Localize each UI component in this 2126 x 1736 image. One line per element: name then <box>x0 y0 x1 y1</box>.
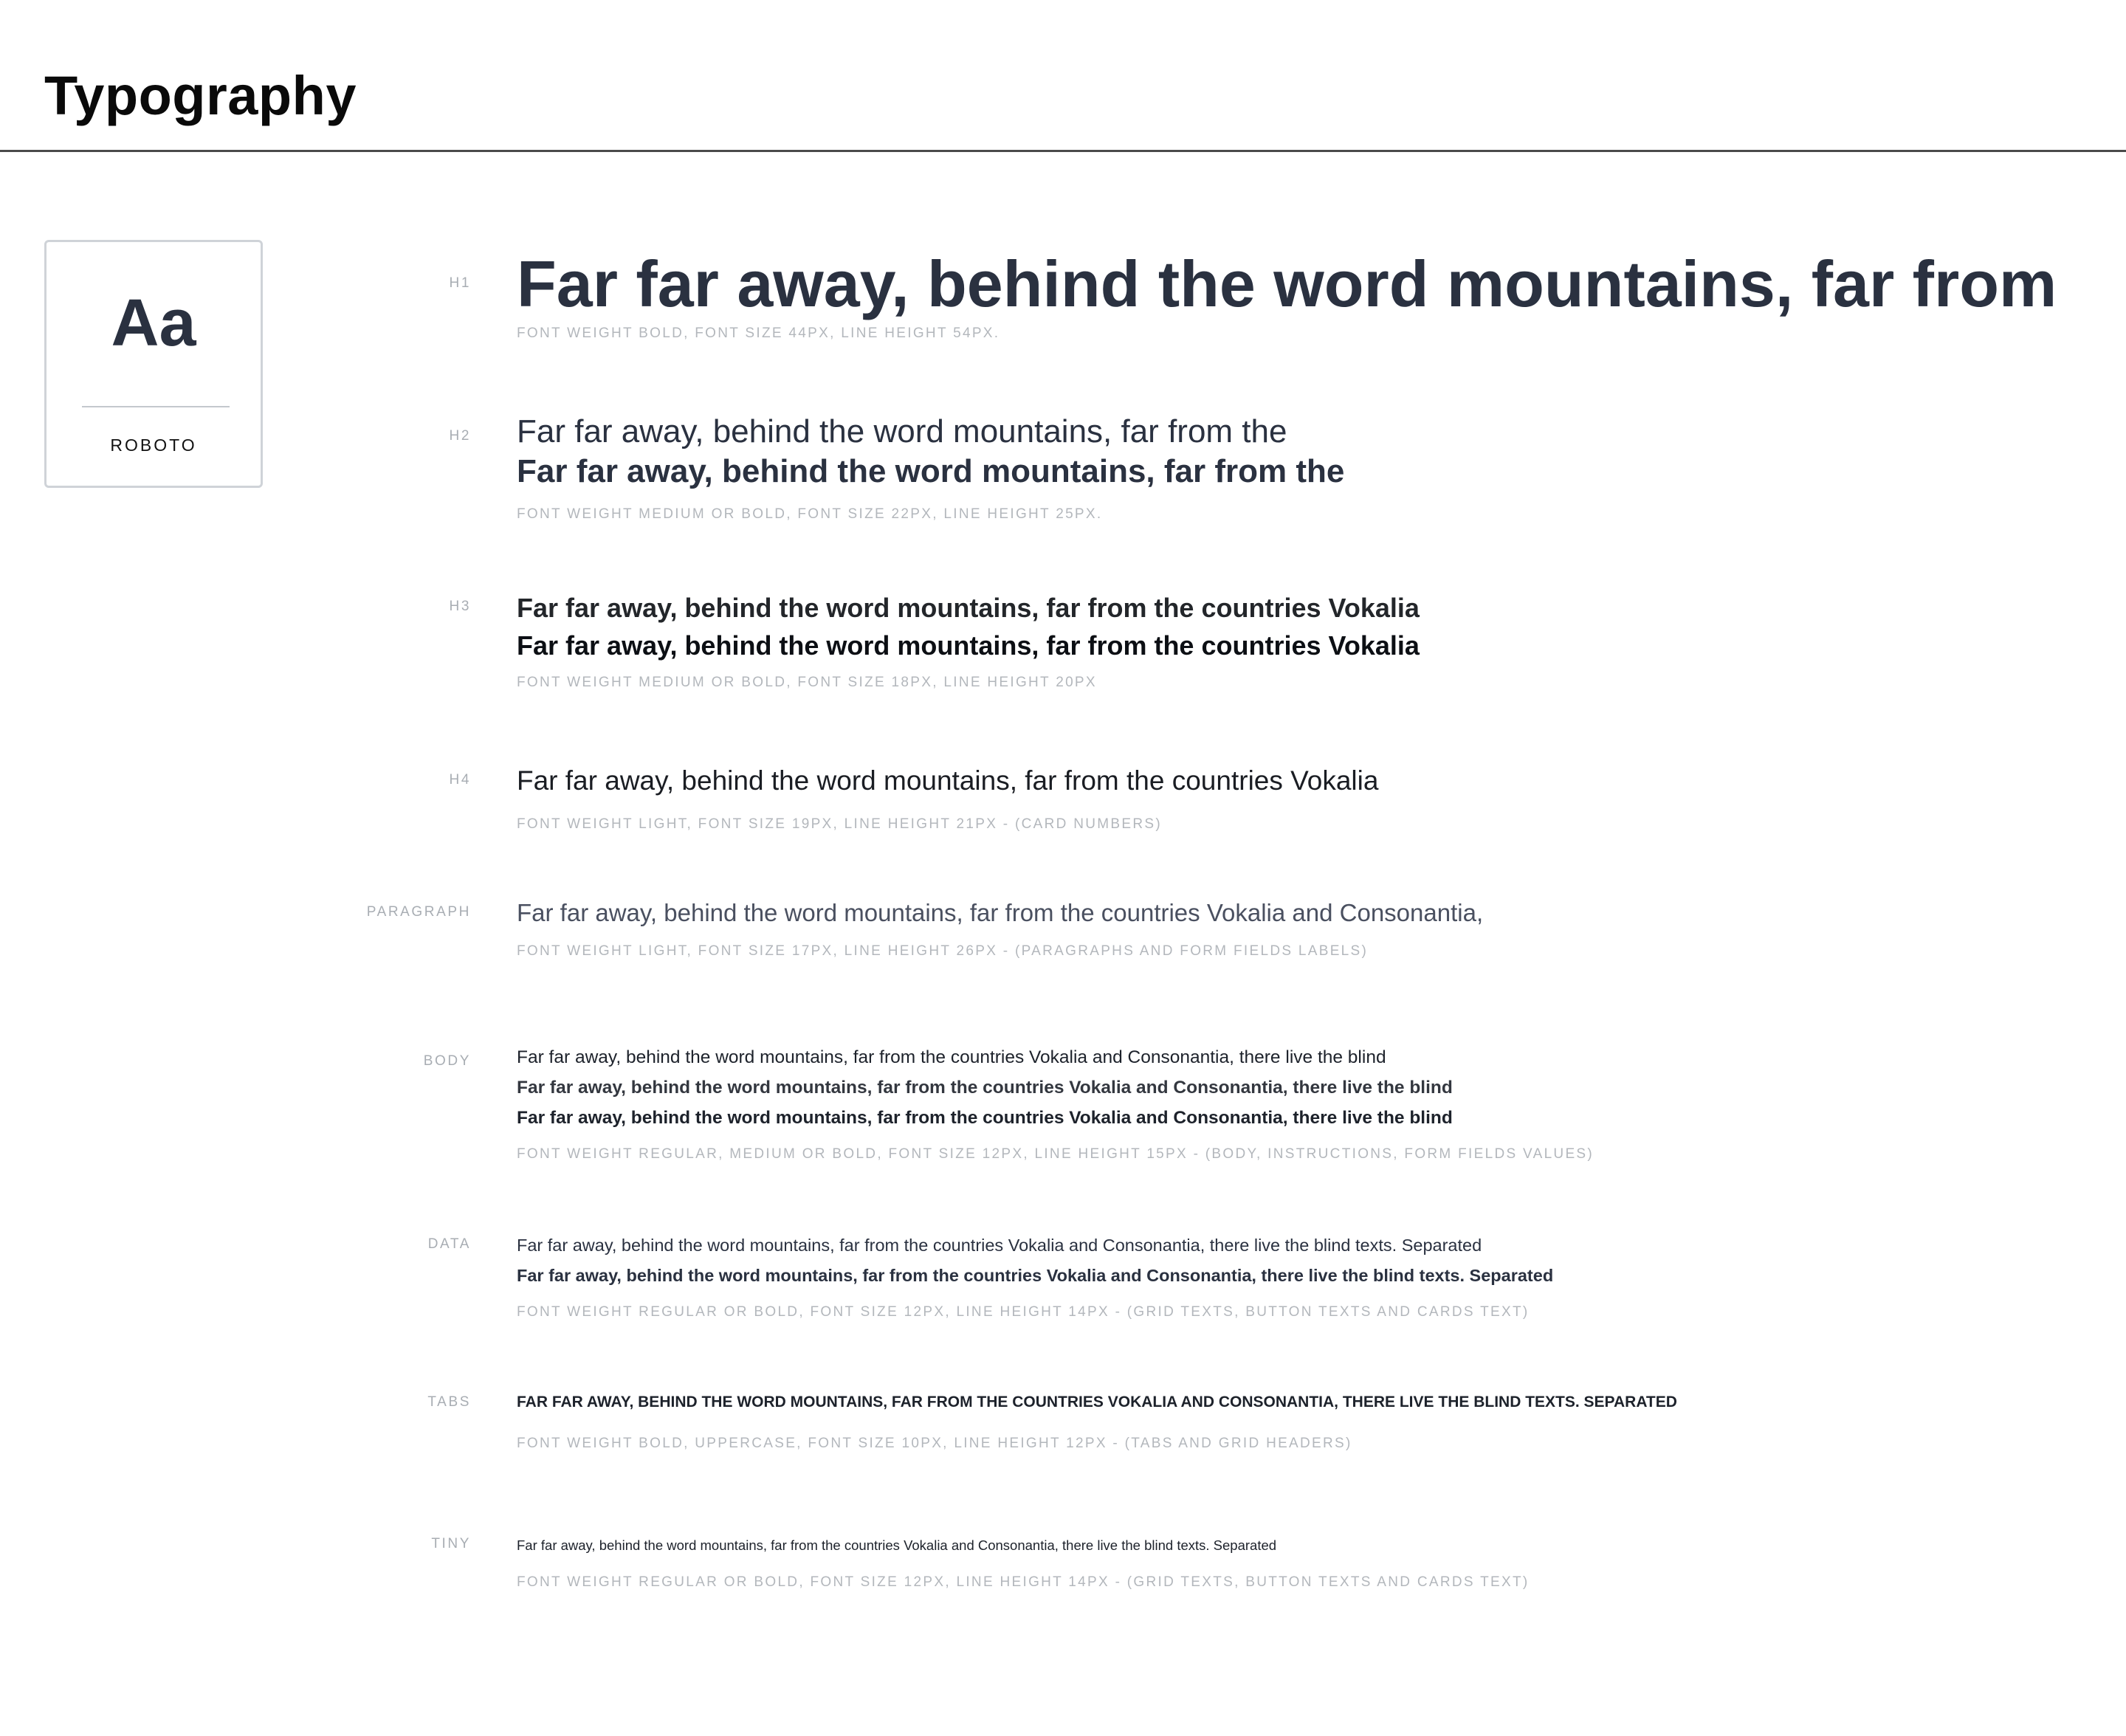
font-sample-glyphs: Aa <box>111 286 196 360</box>
sample-line-bold: Far far away, behind the word mountains, far from the <box>517 453 1345 489</box>
style-samples <box>517 589 1420 691</box>
sample-line-regular: Far far away, behind the word mountains, far from the countries Vokalia and Consonantia, there live the blind <box>517 1047 1386 1067</box>
sample-line-bold: Far far away, behind the word mountains, far from <box>517 247 2057 320</box>
sample-line-bold: Far far away, behind the word mountains, far from the countries Vokalia and Consonantia, there live the blind <box>517 1108 1453 1128</box>
style-label: H1 <box>449 275 471 291</box>
style-samples <box>517 765 1378 833</box>
style-label: PARAGRAPH <box>366 904 471 920</box>
style-spec: FONT WEIGHT MEDIUM OR BOLD, FONT SIZE 22PX, LINE HEIGHT 25PX. <box>517 506 1103 522</box>
page-title: Typography <box>44 65 357 126</box>
sample-line-regular: Far far away, behind the word mountains, far from the countries Vokalia and Consonantia, there live the blind texts. Separated <box>517 1236 1482 1255</box>
style-samples <box>517 1230 1553 1320</box>
style-spec: FONT WEIGHT REGULAR, MEDIUM OR BOLD, FONT SIZE 12PX, LINE HEIGHT 15PX - (BODY, INSTRUCTIONS, FORM FIELDS VALUES) <box>517 1146 1594 1162</box>
style-spec: FONT WEIGHT REGULAR OR BOLD, FONT SIZE 12PX, LINE HEIGHT 14PX - (GRID TEXTS, BUTTON TEXTS AND CARDS TEXT) <box>517 1304 1530 1320</box>
sample-line-medium: Far far away, behind the word mountains, far from the countries Vokalia <box>517 593 1420 623</box>
font-family-name: ROBOTO <box>110 435 197 455</box>
sample-line-bold: FAR FAR AWAY, BEHIND THE WORD MOUNTAINS, FAR FROM THE COUNTRIES VOKALIA AND CONSONANTIA, THERE LIVE THE BLIND TEXTS. SEPARATED <box>517 1394 1677 1410</box>
sample-line-light: Far far away, behind the word mountains, far from the countries Vokalia <box>517 765 1379 796</box>
style-samples <box>517 898 1483 960</box>
style-label: TINY <box>431 1536 471 1551</box>
style-samples <box>517 1042 1594 1162</box>
style-samples <box>517 247 2057 342</box>
page-header <box>0 0 2126 152</box>
style-label: H4 <box>449 772 471 788</box>
sample-line-medium: Far far away, behind the word mountains, far from the countries Vokalia and Consonantia, there live the blind <box>517 1078 1453 1098</box>
style-spec: FONT WEIGHT LIGHT, FONT SIZE 19PX, LINE HEIGHT 21PX - (CARD NUMBERS) <box>517 816 1162 832</box>
font-card-divider <box>82 406 230 407</box>
style-label: BODY <box>423 1053 471 1069</box>
style-label: TABS <box>427 1394 471 1410</box>
style-label: H2 <box>449 428 471 444</box>
font-family-card <box>44 240 263 488</box>
style-samples <box>517 1536 1530 1591</box>
sample-line-light: Far far away, behind the word mountains, far from the countries Vokalia and Consonantia, <box>517 899 1484 926</box>
style-spec: FONT WEIGHT LIGHT, FONT SIZE 17PX, LINE HEIGHT 26PX - (PARAGRAPHS AND FORM FIELDS LABELS) <box>517 943 1369 959</box>
sample-line-bold: Far far away, behind the word mountains, far from the countries Vokalia and Consonantia, there live the blind texts. Separated <box>517 1266 1554 1285</box>
sample-line-medium: Far far away, behind the word mountains, far from the <box>517 413 1287 450</box>
style-label: H3 <box>449 599 471 614</box>
style-spec: FONT WEIGHT BOLD, UPPERCASE, FONT SIZE 10PX, LINE HEIGHT 12PX - (TABS AND GRID HEADERS) <box>517 1436 1352 1451</box>
style-spec: FONT WEIGHT REGULAR OR BOLD, FONT SIZE 12PX, LINE HEIGHT 14PX - (GRID TEXTS, BUTTON TEXTS AND CARDS TEXT) <box>517 1574 1530 1590</box>
style-spec: FONT WEIGHT BOLD, FONT SIZE 44PX, LINE HEIGHT 54PX. <box>517 326 1000 341</box>
sample-line-regular: Far far away, behind the word mountains, far from the countries Vokalia and Consonantia, there live the blind texts. Separated <box>517 1537 1277 1553</box>
sample-line-bold: Far far away, behind the word mountains, far from the countries Vokalia <box>517 630 1420 661</box>
style-samples <box>517 412 1344 523</box>
style-samples <box>517 1391 1677 1452</box>
style-spec: FONT WEIGHT MEDIUM OR BOLD, FONT SIZE 18PX, LINE HEIGHT 20PX <box>517 675 1097 690</box>
style-label: DATA <box>427 1236 471 1252</box>
